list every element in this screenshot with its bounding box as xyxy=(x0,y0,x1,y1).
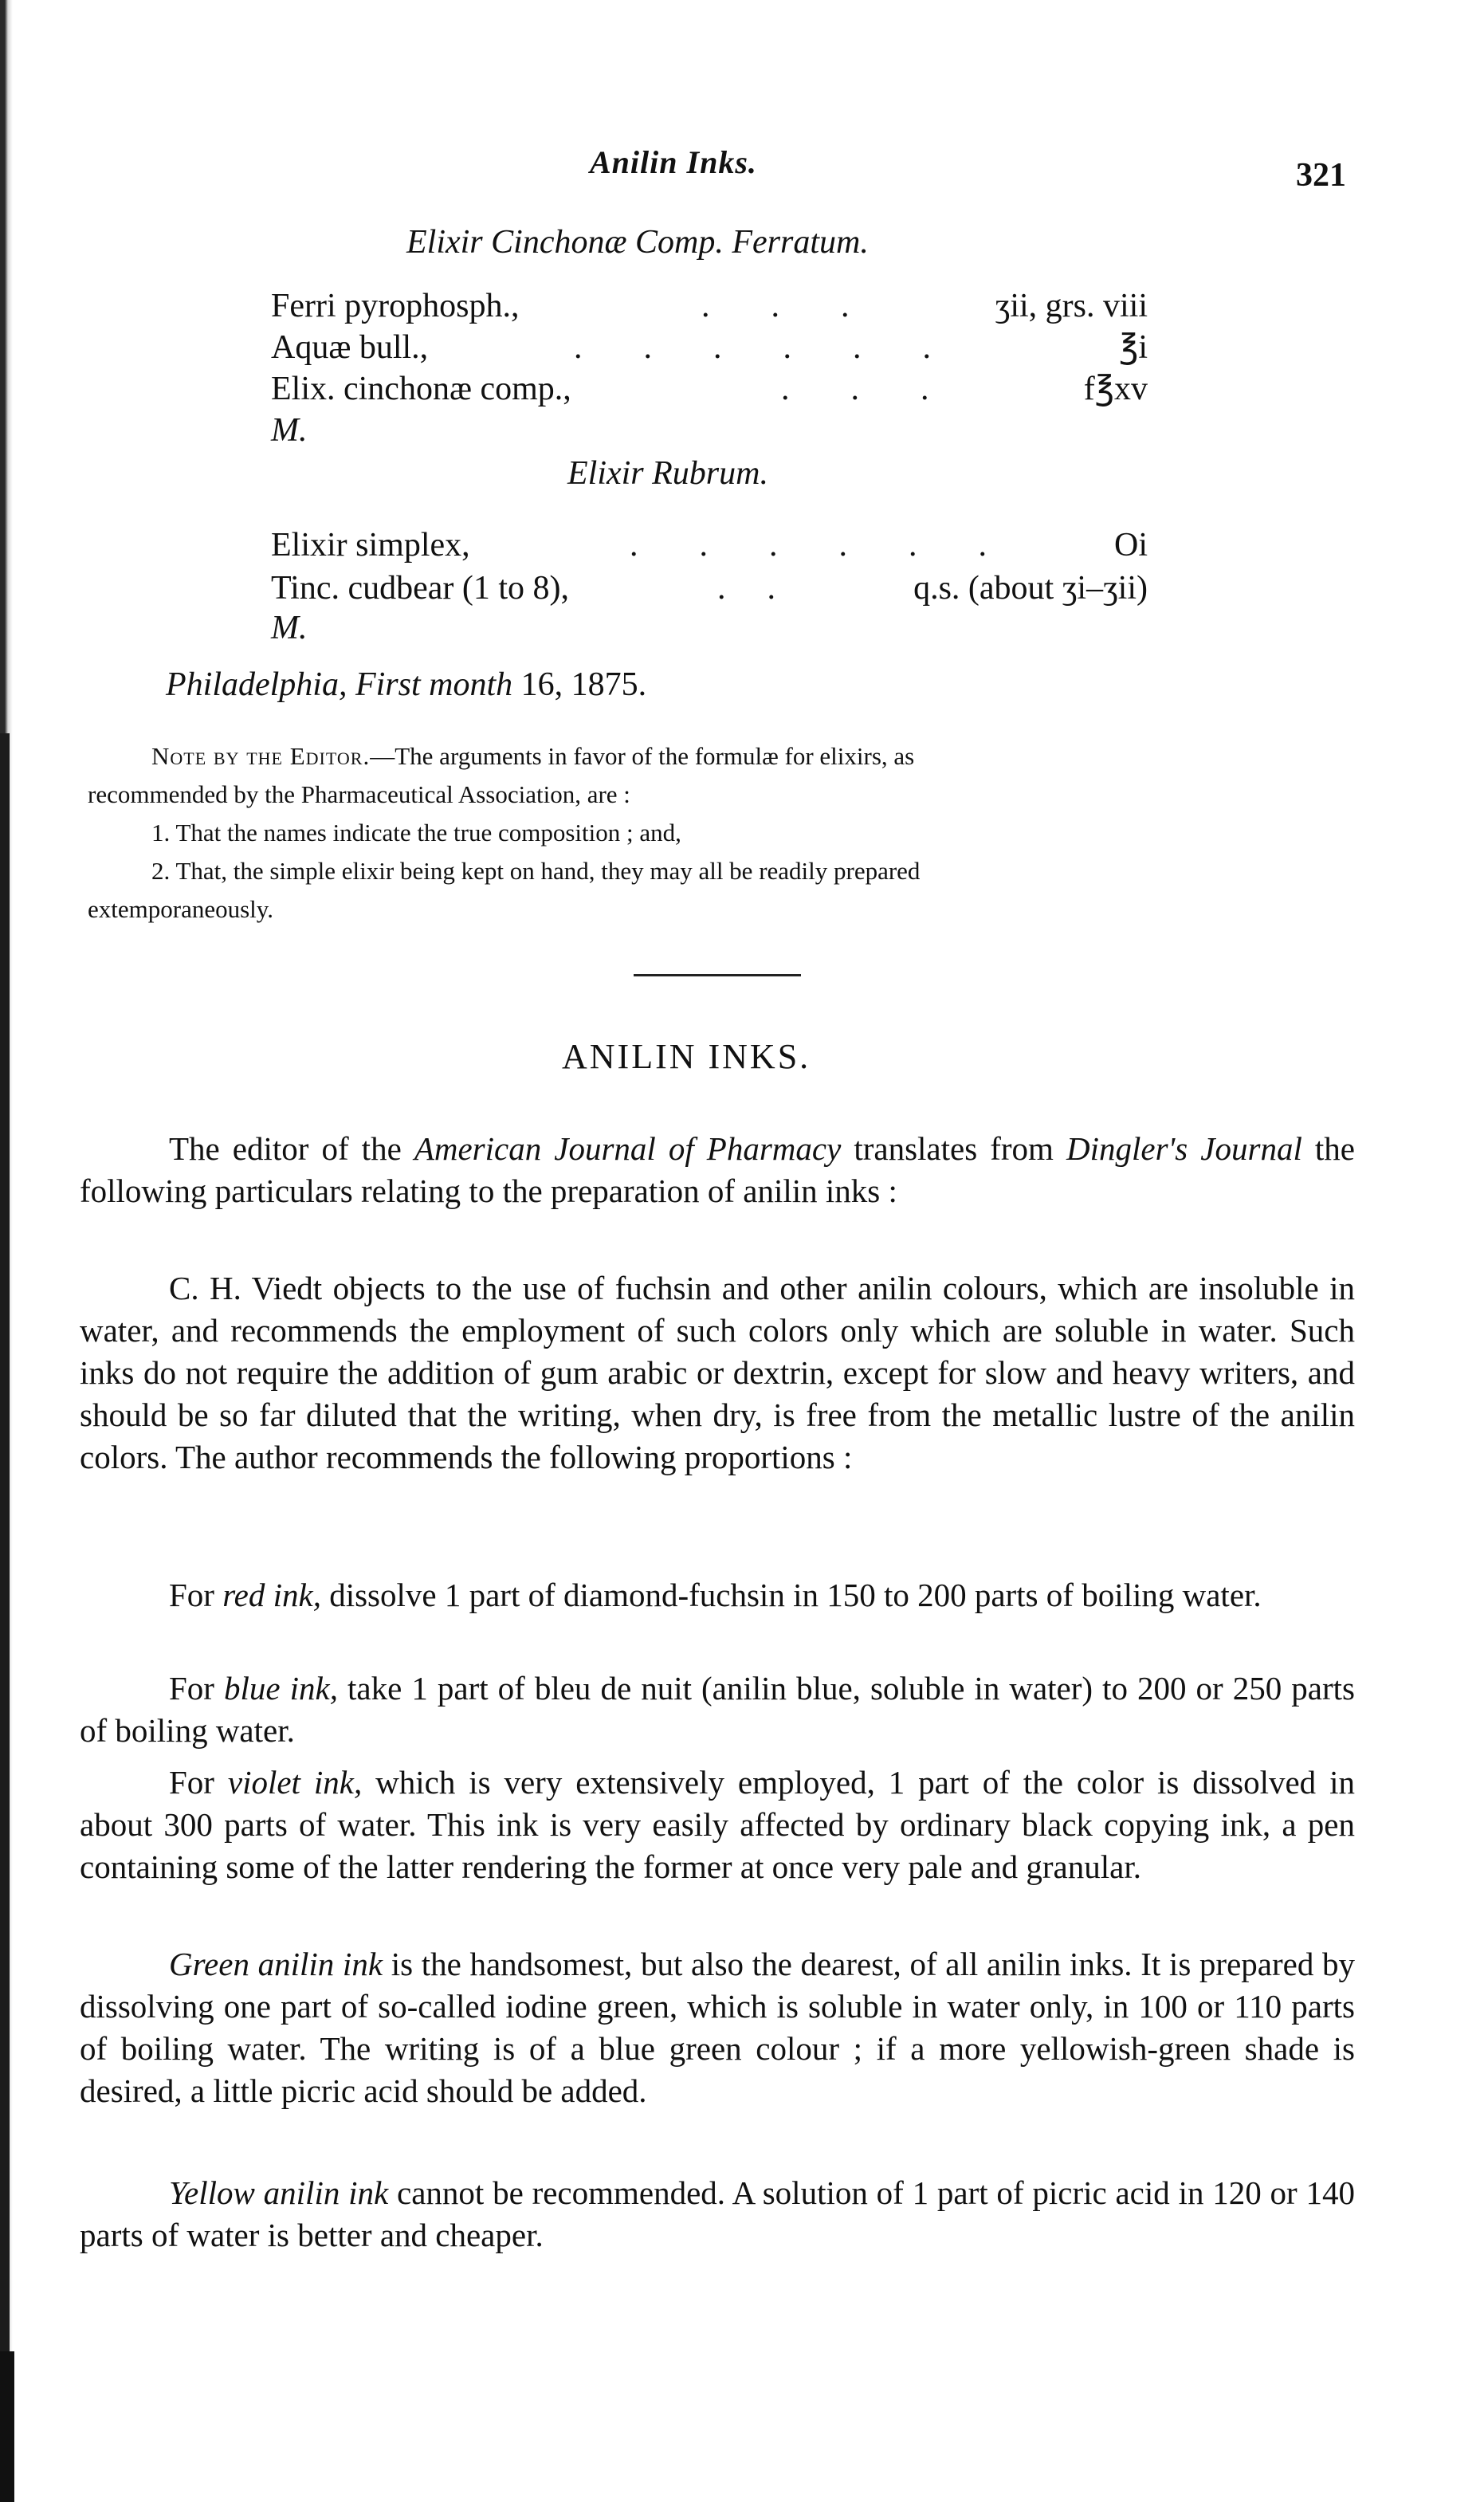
text: take 1 part of bleu de nuit (anilin blue, soluble in water) to 200 or 250 parts of boiling water. xyxy=(80,1670,1355,1749)
note-line: 2. That, the simple elixir being kept on hand, they may all be readily prepared xyxy=(151,857,921,885)
text: is the handsomest, but also the dearest, of all anilin inks. It is prepared by dissolving one part of so-called iodine green, which is soluble in water only, in 100 or 110 parts of boiling water. The writing is of a blue green colour ; if a more yellowish-green shade is desired, a little picric acid should be added. xyxy=(80,1946,1355,2109)
leader-dots: . . xyxy=(717,570,777,607)
note-line xyxy=(88,737,1363,776)
mix-signature: M. xyxy=(271,610,308,646)
ingredient-name: Ferri pyrophosph., xyxy=(271,288,520,324)
paragraph-violet-ink xyxy=(80,1762,1355,1888)
note-text: —The arguments in favor of the formulæ for elixirs, as xyxy=(370,742,915,770)
text: the following particulars relating to the preparation of anilin inks : xyxy=(80,1130,1355,1209)
journal-title: American Journal of Pharmacy xyxy=(414,1130,842,1167)
mix-signature: M. xyxy=(271,412,308,449)
ingredient-quantity: ℥i xyxy=(1119,329,1148,366)
text: translates from xyxy=(841,1130,1066,1167)
recipe-line xyxy=(271,368,1148,410)
note-line: 1. That the names indicate the true composition ; and, xyxy=(151,819,681,846)
ink-name: Yellow anilin ink xyxy=(169,2174,389,2211)
text: For xyxy=(169,1670,224,1707)
paragraph-yellow-ink xyxy=(80,2172,1355,2257)
paragraph-blue-ink xyxy=(80,1667,1355,1752)
ink-name: Green anilin ink xyxy=(169,1946,383,1982)
recipe-signature xyxy=(271,607,1148,649)
page-number: 321 xyxy=(1296,157,1346,194)
ingredient-quantity: q.s. (about ʒi–ʒii) xyxy=(913,570,1148,607)
note-line: extemporaneously. xyxy=(88,895,273,923)
ink-name: blue ink, xyxy=(224,1670,338,1707)
paragraph-green-ink xyxy=(80,1943,1355,2112)
journal-title: Dingler's Journal xyxy=(1066,1130,1302,1167)
dateline xyxy=(166,666,646,704)
editor-note xyxy=(88,737,1363,929)
recipe-line xyxy=(271,524,1148,566)
ingredient-quantity: ʒii, grs. viii xyxy=(995,288,1148,324)
recipe-line xyxy=(271,568,1148,609)
recipe-title-elixir-cinchonae: Elixir Cinchonæ Comp. Ferratum. xyxy=(406,224,869,261)
leader-dots: . . . . . . xyxy=(630,527,988,564)
dateline-place: Philadelphia, First month xyxy=(166,666,513,703)
ingredient-name: Aquæ bull., xyxy=(271,329,429,366)
ingredient-name: Elixir simplex, xyxy=(271,527,470,564)
recipe-title-elixir-rubrum: Elixir Rubrum. xyxy=(567,455,768,492)
section-divider xyxy=(634,974,801,976)
text: dissolve 1 part of diamond-fuchsin in 150 to 200 parts of boiling water. xyxy=(320,1577,1262,1613)
recipe-line xyxy=(271,285,1148,327)
dateline-date: 16, 1875. xyxy=(520,666,647,703)
ingredient-name: Tinc. cudbear (1 to 8), xyxy=(271,570,570,607)
text: The editor of the xyxy=(169,1130,414,1167)
binding-shadow-bottom xyxy=(0,2351,38,2502)
recipe-line xyxy=(271,327,1148,368)
text: For xyxy=(169,1764,228,1801)
paragraph-red-ink xyxy=(80,1574,1355,1616)
note-label: Note by the Editor. xyxy=(151,742,371,770)
leader-dots: . . . xyxy=(781,371,931,407)
ingredient-name: Elix. cinchonæ comp., xyxy=(271,371,571,407)
ink-name: red ink, xyxy=(222,1577,321,1613)
note-line: recommended by the Pharmaceutical Association, are : xyxy=(88,780,630,808)
ingredient-quantity: Oi xyxy=(1114,527,1148,564)
running-head: Anilin Inks. xyxy=(590,144,757,180)
recipe-signature xyxy=(271,410,1148,451)
paragraph-viedt: C. H. Viedt objects to the use of fuchsin and other anilin colours, which are insoluble in water, and recommends the employment of such colors only which are soluble in water. Such inks do not require the addition of gum arabic or dextrin, except for slow and heavy writers, and should be so far diluted that the writing, when dry, is free from the metallic lustre of the anilin colors. The author recommends the following proportions : xyxy=(80,1270,1355,1475)
paragraph-intro xyxy=(80,1128,1355,1212)
leader-dots: . . . . . . xyxy=(574,329,932,366)
binding-shadow xyxy=(0,733,24,2502)
text: For xyxy=(169,1577,223,1613)
ink-name: violet ink, xyxy=(227,1764,363,1801)
text: which is very extensively employed, 1 part of the color is dissolved in about 300 parts of water. This ink is very easily affected by ordinary black copying ink, a pen containing some of the latter rendering the former at once very pale and granular. xyxy=(80,1764,1355,1885)
ingredient-quantity: f℥xv xyxy=(1083,371,1148,407)
leader-dots: . . . xyxy=(701,288,851,324)
text: cannot be recommended. A solution of 1 part of picric acid in 120 or 140 parts of water is better and cheaper. xyxy=(80,2174,1355,2253)
article-title: ANILIN INKS. xyxy=(562,1037,811,1076)
